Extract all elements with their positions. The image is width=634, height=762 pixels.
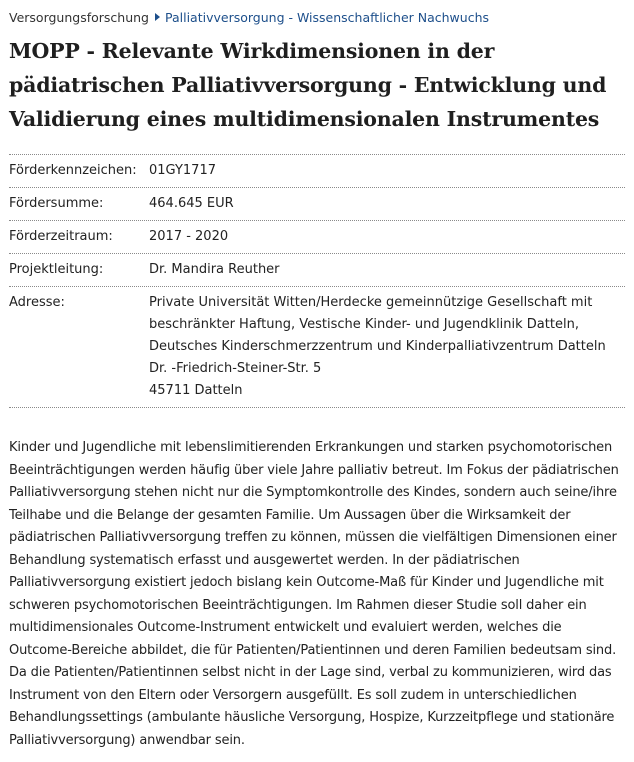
project-details-table xyxy=(9,154,625,408)
detail-row-foerderkennzeichen xyxy=(9,155,625,188)
detail-row-foerderzeitraum xyxy=(9,221,625,254)
detail-value: 2017 - 2020 xyxy=(149,229,229,244)
detail-value: 464.645 EUR xyxy=(149,196,234,211)
detail-value: 01GY1717 xyxy=(149,163,216,178)
detail-row-adresse xyxy=(9,287,625,407)
detail-label: Förderkennzeichen: xyxy=(9,163,137,178)
address-line: beschränkter Haftung, Vestische Kinder- und Jugendklinik Datteln, xyxy=(149,317,579,332)
detail-row-projektleitung xyxy=(9,254,625,287)
detail-label: Fördersumme: xyxy=(9,196,104,211)
breadcrumb-root: Versorgungsforschung xyxy=(9,10,149,25)
address-line: Deutsches Kinderschmerzzentrum und Kinderpalliativzentrum Datteln xyxy=(149,339,606,354)
breadcrumb-arrow-icon xyxy=(155,13,160,21)
detail-label: Projektleitung: xyxy=(9,262,104,277)
detail-row-foerdersumme xyxy=(9,188,625,221)
detail-label: Förderzeitraum: xyxy=(9,229,113,244)
page-title: MOPP - Relevante Wirkdimensionen in der pädiatrischen Palliativversorgung - Entwicklung und Validierung eines multidimensionalen Instrumentes xyxy=(9,39,607,131)
address-line: 45711 Datteln xyxy=(149,383,243,398)
address-block xyxy=(149,292,625,402)
breadcrumb-link[interactable]: Palliativversorgung - Wissenschaftlicher Nachwuchs xyxy=(165,10,490,25)
project-abstract: Kinder und Jugendliche mit lebenslimitierenden Erkrankungen und starken psychomotorischen Beeinträchtigungen werden häufig über viele Jahre palliativ betreut. Im Fokus der pädiatrischen Palliativversorgung stehen nicht nur die Symptomkontrolle des Kindes, sondern auch seine/ihre Teilhabe und die Belange der gesamten Familie. Um Aussagen über die Wirksamkeit der pädiatrischen Palliativversorgung treffen zu können, müssen die vielfältigen Dimensionen einer Behandlung systematisch erfasst und ausgewertet werden. In der pädiatrischen Palliativversorgung existiert jedoch bislang kein Outcome-Maß für Kinder und Jugendliche mit schweren psychomotorischen Beeinträchtigungen. Im Rahmen dieser Studie soll daher ein multidimensionales Outcome-Instrument entwickelt und evaluiert werden, welches die Outcome-Bereiche abbildet, die für Patienten/Patientinnen und deren Familien bedeutsam sind. Da die Patienten/Patientinnen selbst nicht in der Lage sind, verbal zu kommunizieren, wird das Instrument von den Eltern oder Versorgern ausgefüllt. Es soll zudem in unterschiedlichen Behandlungssettings (ambulante häusliche Versorgung, Hospize, Kurzzeitpflege und stationäre Palliativversorgung) anwendbar sein. xyxy=(9,440,619,748)
detail-value: Dr. Mandira Reuther xyxy=(149,262,280,277)
detail-label: Adresse: xyxy=(9,295,65,310)
address-line: Dr. -Friedrich-Steiner-Str. 5 xyxy=(149,361,322,376)
address-line: Private Universität Witten/Herdecke gemeinnützige Gesellschaft mit xyxy=(149,295,593,310)
breadcrumb xyxy=(9,10,489,26)
